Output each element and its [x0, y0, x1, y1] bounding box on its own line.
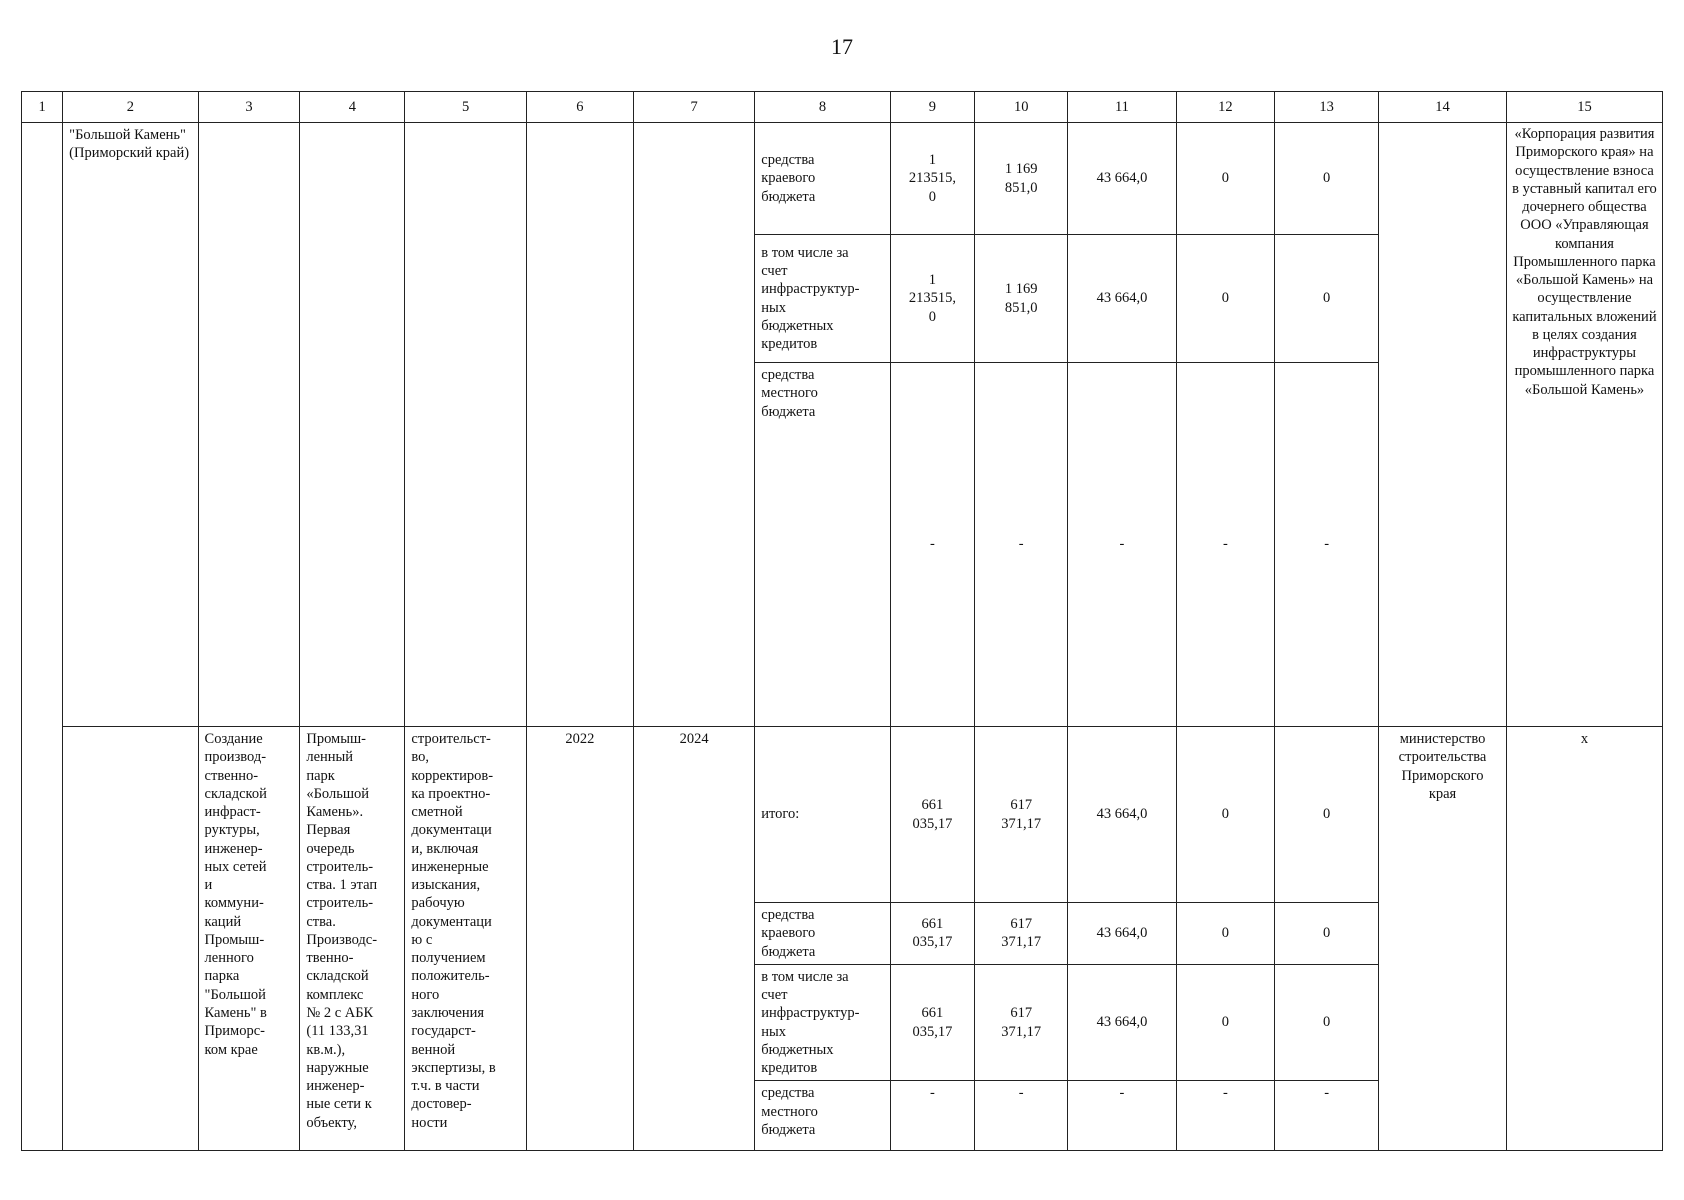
- value-text: 617 371,17: [1001, 916, 1042, 951]
- value-col13: 0: [1275, 964, 1379, 1081]
- header-col-1: 1: [22, 92, 63, 123]
- value-col10: [975, 903, 1068, 965]
- value-col12: -: [1176, 363, 1275, 727]
- work-type: строительст- во, корректиров- ка проектно- сметной документаци и, включая инженерные изыскания, рабочую документаци ю с получением положитель- ного заключения государст- венной экспертизы, в т.ч. в части достовер- ности: [411, 731, 496, 1131]
- value-text: 661 035,17: [912, 916, 953, 951]
- value-col13: -: [1275, 363, 1379, 727]
- recipient-description: «Корпорация развития Приморского края» на осуществление взноса в уставный капитал его дочернего общества ООО «Управляющая компания Промышленного парка «Большой Камень» на осуществление капитальных вложений в целях создания инфраструктуры промышленного парка «Большой Камень»: [1512, 126, 1657, 398]
- project-name-cell: [198, 727, 300, 1151]
- header-col-8: 8: [755, 92, 890, 123]
- work-type-cell: [405, 727, 526, 1151]
- header-col-5: 5: [405, 92, 526, 123]
- page-number: 17: [831, 34, 853, 59]
- funding-source-label: [755, 235, 890, 363]
- header-col-10: 10: [975, 92, 1068, 123]
- value-text: 617 371,17: [1001, 1005, 1042, 1040]
- value-col9: [890, 235, 974, 363]
- value-col11: 43 664,0: [1068, 123, 1176, 235]
- header-col-9: 9: [890, 92, 974, 123]
- funding-source-text: в том числе за счет инфраструктур- ных бюджетных кредитов: [761, 968, 860, 1077]
- value-col11: 43 664,0: [1068, 727, 1176, 903]
- header-col-7: 7: [633, 92, 754, 123]
- value-text: 661 035,17: [912, 1005, 953, 1040]
- funding-source-label: [755, 964, 890, 1081]
- object-description: Промыш- ленный парк «Большой Камень». Первая очередь строитель- ства. 1 этап строитель- ства. Производс- твенно- складской комплекс № 2 с АБК (11 133,31 кв.м.), наружные инженер- ные сети к объекту,: [306, 731, 378, 1131]
- value-col11: 43 664,0: [1068, 964, 1176, 1081]
- block1-col6-cell: [526, 123, 633, 727]
- value-col13: 0: [1275, 727, 1379, 903]
- value-text: 617 371,17: [1001, 797, 1042, 832]
- financing-table: [21, 91, 1663, 1151]
- funding-source-text: средства местного бюджета: [761, 1085, 818, 1138]
- funding-source-label: [755, 1081, 890, 1151]
- value-text: 661 035,17: [912, 797, 953, 832]
- recipient-mark: x: [1506, 727, 1662, 1151]
- value-col13: -: [1275, 1081, 1379, 1151]
- value-col11: 43 664,0: [1068, 235, 1176, 363]
- value-col9: -: [890, 363, 974, 727]
- value-col12: 0: [1176, 123, 1275, 235]
- funding-source-label: [755, 903, 890, 965]
- header-col-15: 15: [1506, 92, 1662, 123]
- funding-source-text: средства краевого бюджета: [761, 152, 816, 205]
- header-col-6: 6: [526, 92, 633, 123]
- header-row: [22, 92, 1663, 123]
- funding-source-label: [755, 363, 890, 727]
- table-row: [22, 123, 1663, 235]
- funding-source-text: итого:: [761, 806, 800, 823]
- value-col13: 0: [1275, 903, 1379, 965]
- responsible-ministry-cell: [1379, 727, 1507, 1151]
- value-col9: [890, 123, 974, 235]
- value-col12: 0: [1176, 903, 1275, 965]
- project-name: Создание производ- ственно- складской инфраст- руктуры, инженер- ных сетей и коммуни- каций Промыш- ленного парка "Большой Камень" в Приморс- ком крае: [204, 731, 267, 1058]
- start-year: 2022: [526, 727, 633, 1151]
- value-col10: [975, 235, 1068, 363]
- value-col12: 0: [1176, 727, 1275, 903]
- table-row: [22, 727, 1663, 903]
- header-col-14: 14: [1379, 92, 1507, 123]
- header-col-2: 2: [63, 92, 198, 123]
- value-col12: 0: [1176, 964, 1275, 1081]
- funding-source-text: средства краевого бюджета: [761, 907, 816, 960]
- header-col-12: 12: [1176, 92, 1275, 123]
- header-col-13: 13: [1275, 92, 1379, 123]
- value-col11: -: [1068, 363, 1176, 727]
- funding-source-label: [755, 123, 890, 235]
- header-col-11: 11: [1068, 92, 1176, 123]
- value-text: 1 169 851,0: [1004, 281, 1038, 316]
- block2-col2-cell: [63, 727, 198, 1151]
- value-col12: -: [1176, 1081, 1275, 1151]
- value-col10: [975, 964, 1068, 1081]
- value-text: 1 169 851,0: [1004, 161, 1038, 196]
- value-col11: 43 664,0: [1068, 903, 1176, 965]
- value-col9: [890, 964, 974, 1081]
- funding-source-text: в том числе за счет инфраструктур- ных бюджетных кредитов: [761, 244, 860, 353]
- value-col10: [975, 727, 1068, 903]
- object-name-cell: [63, 123, 198, 727]
- block1-col7-cell: [633, 123, 754, 727]
- header-col-4: 4: [300, 92, 405, 123]
- end-year: 2024: [633, 727, 754, 1151]
- value-col13: 0: [1275, 123, 1379, 235]
- block1-col14-cell: [1379, 123, 1507, 727]
- funding-source-text: средства местного бюджета: [761, 367, 818, 420]
- value-text: 1 213515, 0: [908, 152, 956, 205]
- value-col9: -: [890, 1081, 974, 1151]
- object-description-cell: [300, 727, 405, 1151]
- block1-col5-cell: [405, 123, 526, 727]
- header-col-3: 3: [198, 92, 300, 123]
- value-col10: [975, 123, 1068, 235]
- value-col10: -: [975, 1081, 1068, 1151]
- funding-source-label: [755, 727, 890, 903]
- value-col11: -: [1068, 1081, 1176, 1151]
- object-name: "Большой Камень" (Приморский край): [69, 127, 190, 162]
- value-col9: [890, 903, 974, 965]
- value-col9: [890, 727, 974, 903]
- block1-col4-cell: [300, 123, 405, 727]
- block1-col3-cell: [198, 123, 300, 727]
- col1-cell: [22, 123, 63, 1151]
- recipient-description-cell: [1506, 123, 1662, 727]
- value-col12: 0: [1176, 235, 1275, 363]
- responsible-ministry: министерство строительства Приморского края: [1398, 731, 1487, 802]
- value-col13: 0: [1275, 235, 1379, 363]
- value-col10: -: [975, 363, 1068, 727]
- value-text: 1 213515, 0: [908, 272, 956, 325]
